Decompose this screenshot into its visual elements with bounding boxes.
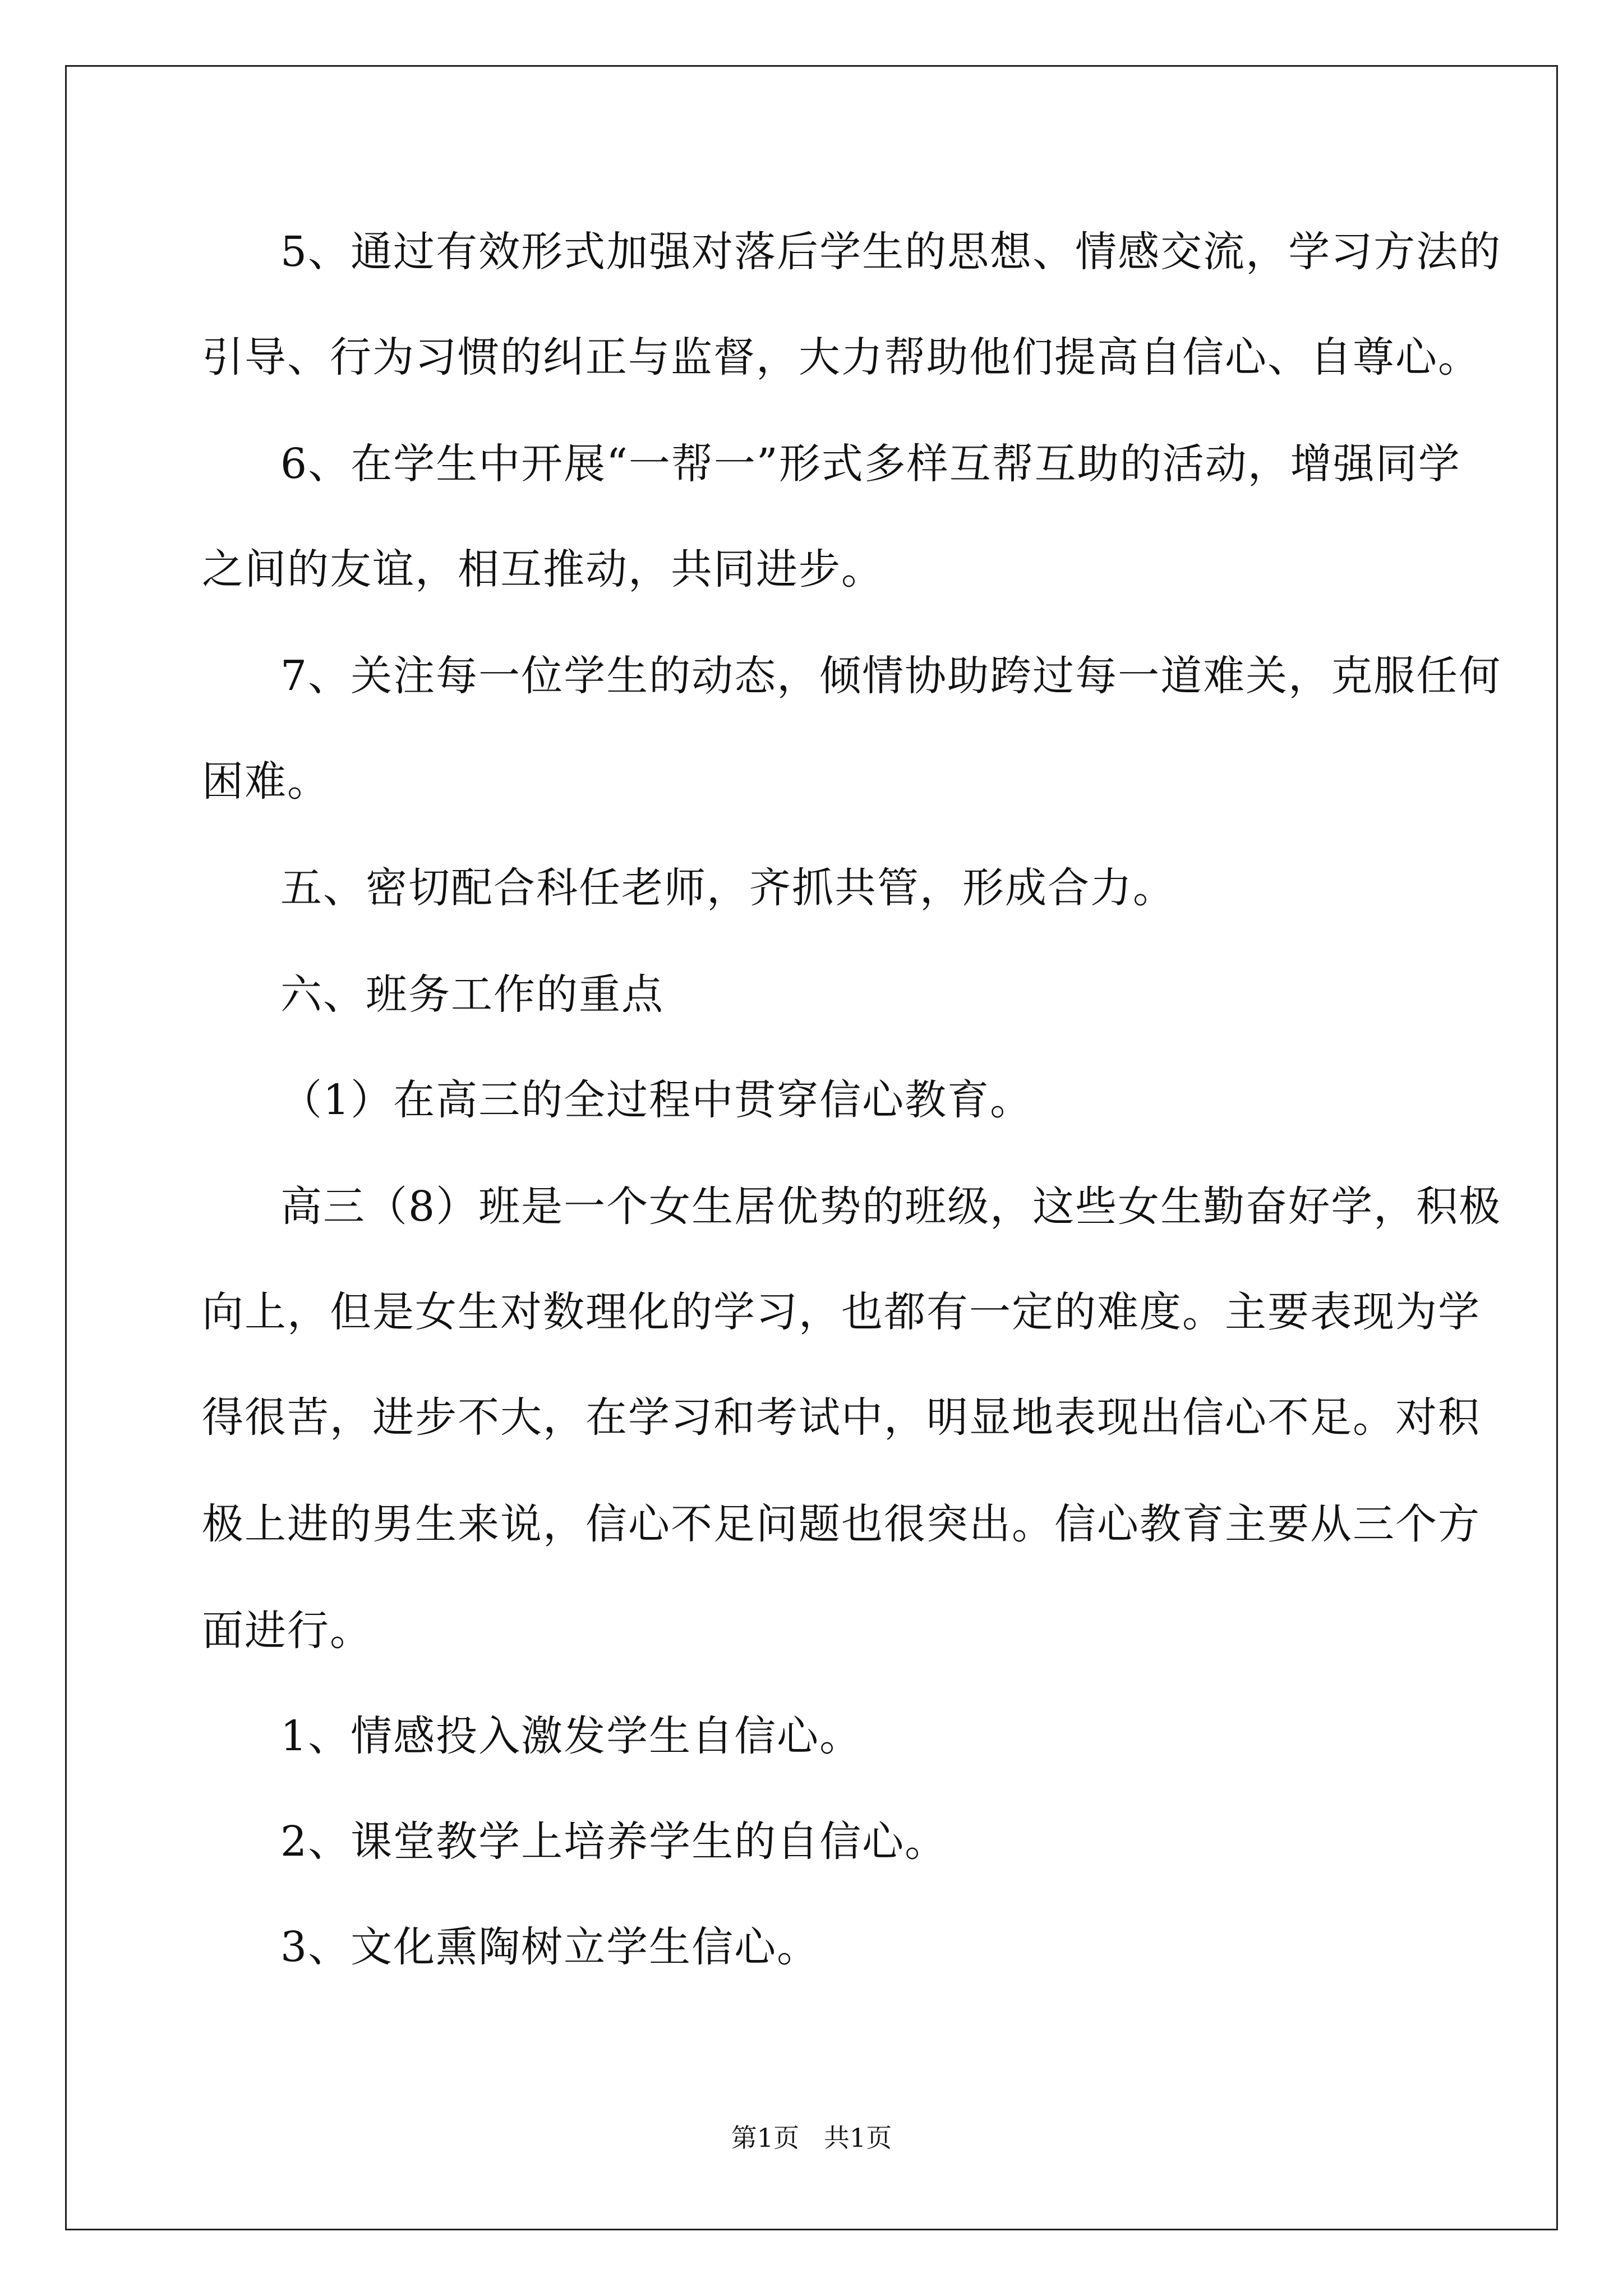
class-paragraph-line-2: 向上，但是女生对数理化的学习，也都有一定的难度。主要表现为学 — [202, 1288, 1481, 1336]
section-6-heading: 六、班务工作的重点 — [280, 970, 664, 1019]
class-paragraph-line-3: 得很苦，进步不大，在学习和考试中，明显地表现出信心不足。对积 — [202, 1393, 1481, 1442]
list-item-2: 2、课堂教学上培养学生的自信心。 — [280, 1818, 948, 1866]
page-footer: 第1页 共1页 — [731, 2123, 892, 2153]
paragraph-7-line-1: 7、关注每一位学生的动态，倾情协助跨过每一道难关，克服任何 — [280, 652, 1502, 700]
paragraph-5-line-2: 引导、行为习惯的纠正与监督，大力帮助他们提高自信心、自尊心。 — [202, 333, 1481, 381]
paragraph-5-line-1: 5、通过有效形式加强对落后学生的思想、情感交流，学习方法的 — [280, 228, 1502, 276]
class-paragraph-line-4: 极上进的男生来说，信心不足问题也很突出。信心教育主要从三个方 — [202, 1500, 1481, 1548]
paragraph-6-line-1: 6、在学生中开展“一帮一”形式多样互帮互助的活动，增强同学 — [280, 440, 1461, 488]
subsection-1-heading: （1）在高三的全过程中贯穿信心教育。 — [280, 1076, 1033, 1124]
class-paragraph-line-5: 面进行。 — [202, 1607, 372, 1655]
page-border — [65, 65, 1558, 2230]
list-item-3: 3、文化熏陶树立学生信心。 — [280, 1923, 820, 1971]
section-5-heading: 五、密切配合科任老师，齐抓共管，形成合力。 — [280, 864, 1175, 912]
list-item-1: 1、情感投入激发学生自信心。 — [280, 1712, 863, 1760]
paragraph-6-line-2: 之间的友谊，相互推动，共同进步。 — [202, 545, 884, 593]
paragraph-7-line-2: 困难。 — [202, 757, 330, 806]
class-paragraph-line-1: 高三（8）班是一个女生居优势的班级，这些女生勤奋好学，积极 — [280, 1182, 1502, 1231]
